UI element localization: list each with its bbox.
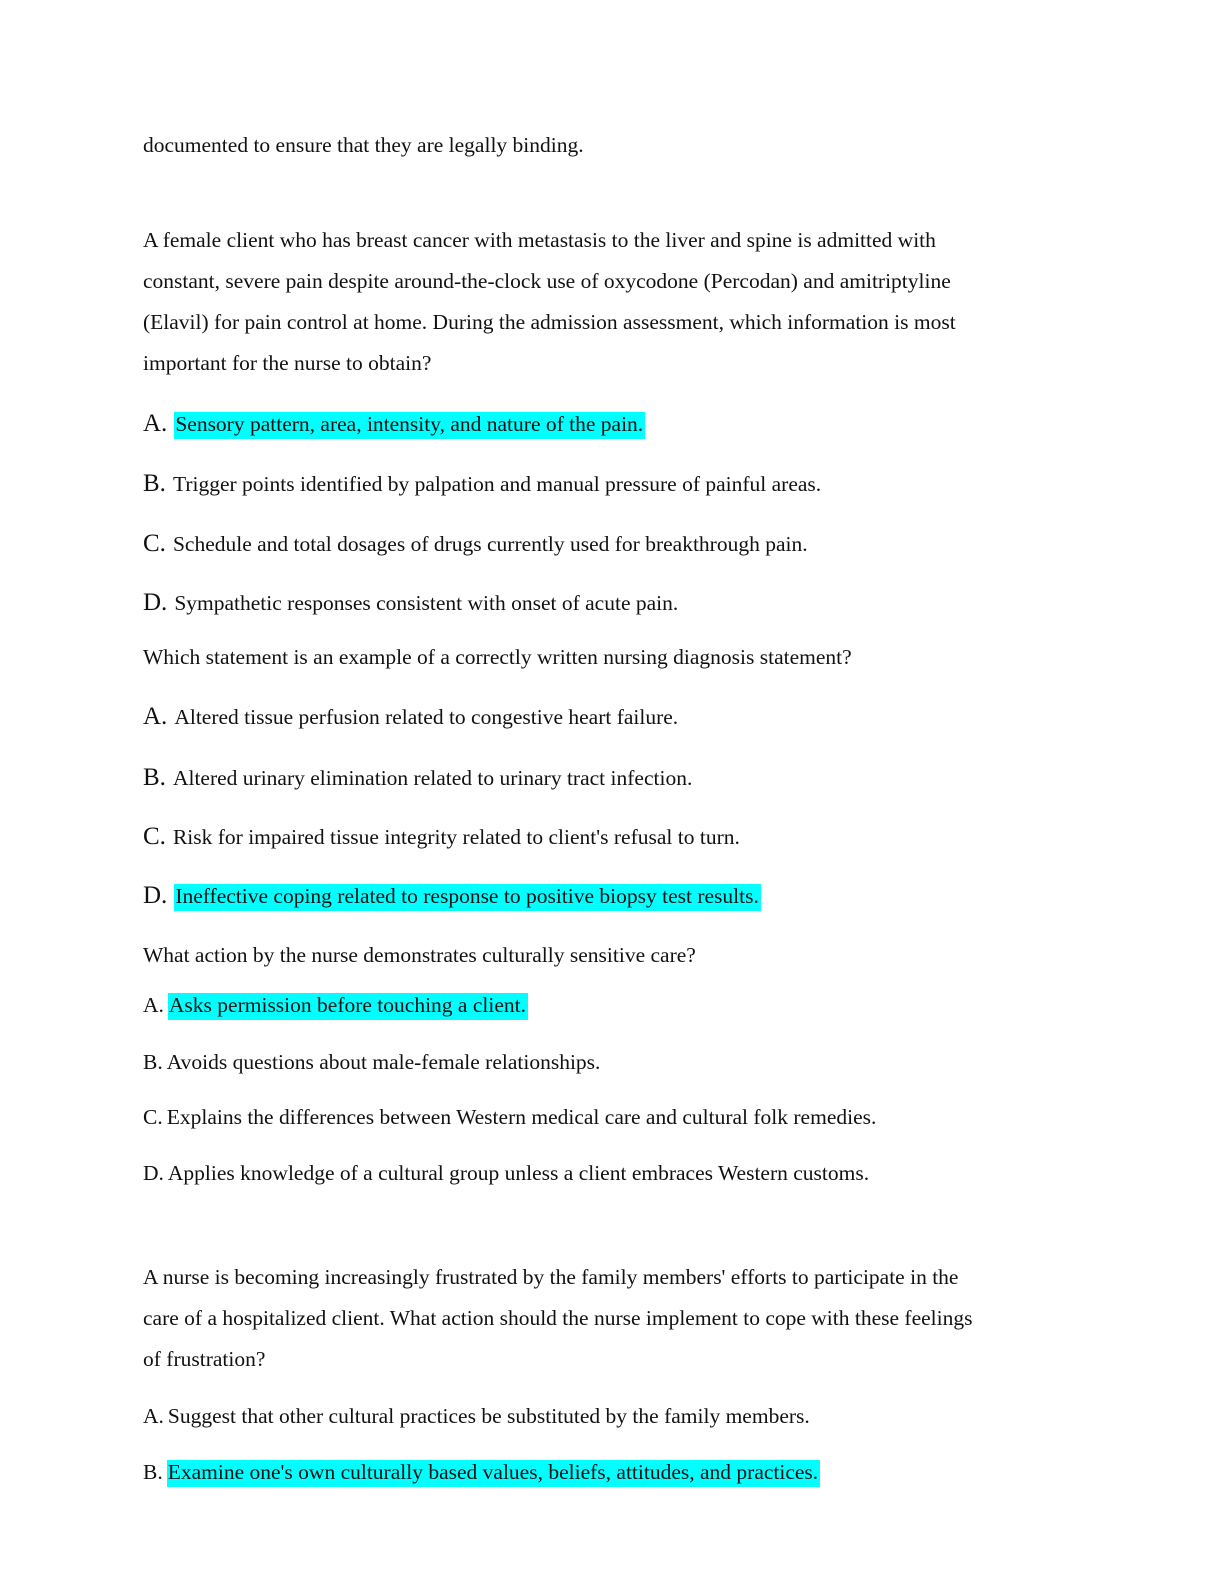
option-a — [143, 995, 528, 1017]
option-a — [143, 1406, 810, 1428]
option-letter: D. — [143, 589, 168, 616]
option-letter: B. — [143, 1050, 163, 1074]
option-letter: C. — [143, 530, 166, 557]
option-c — [143, 531, 808, 556]
option-d — [143, 883, 761, 908]
option-letter: A. — [143, 1404, 164, 1428]
option-text: Sympathetic responses consistent with onset of acute pain. — [174, 591, 679, 615]
intro-fragment: documented to ensure that they are legally binding. — [143, 133, 584, 157]
option-letter: B. — [143, 470, 166, 497]
option-text-highlighted: Ineffective coping related to response to positive biopsy test results. — [174, 884, 761, 911]
option-b — [143, 765, 692, 790]
option-b — [143, 1462, 820, 1484]
option-text-highlighted: Sensory pattern, area, intensity, and nature of the pain. — [174, 412, 645, 439]
option-c — [143, 1107, 876, 1129]
option-letter: C. — [143, 823, 166, 850]
question-stem-line: A nurse is becoming increasingly frustrated by the family members' efforts to participate in the — [143, 1265, 959, 1289]
question-stem-line: A female client who has breast cancer with metastasis to the liver and spine is admitted with — [143, 228, 936, 252]
option-text: Applies knowledge of a cultural group unless a client embraces Western customs. — [167, 1161, 870, 1185]
question-stem-line: important for the nurse to obtain? — [143, 351, 432, 375]
option-letter: C. — [143, 1105, 163, 1129]
option-b — [143, 471, 821, 496]
question-stem-line: (Elavil) for pain control at home. During the admission assessment, which information is most — [143, 310, 956, 334]
option-text-highlighted: Examine one's own culturally based values, beliefs, attitudes, and practices. — [167, 1460, 820, 1487]
option-a — [143, 704, 678, 729]
option-letter: A. — [143, 410, 168, 437]
option-text: Altered tissue perfusion related to congestive heart failure. — [174, 705, 679, 729]
question-stem-line: What action by the nurse demonstrates culturally sensitive care? — [143, 943, 696, 967]
question-stem-line: constant, severe pain despite around-the-clock use of oxycodone (Percodan) and amitriptyline — [143, 269, 951, 293]
option-c — [143, 824, 740, 849]
option-text: Altered urinary elimination related to urinary tract infection. — [172, 766, 693, 790]
option-text: Avoids questions about male-female relationships. — [166, 1050, 601, 1074]
option-b — [143, 1052, 600, 1074]
option-letter: A. — [143, 993, 164, 1017]
question-stem-line: Which statement is an example of a correctly written nursing diagnosis statement? — [143, 645, 852, 669]
option-text: Explains the differences between Western medical care and cultural folk remedies. — [166, 1105, 877, 1129]
option-d — [143, 1163, 869, 1185]
option-d — [143, 590, 678, 615]
option-letter: D. — [143, 882, 168, 909]
option-letter: A. — [143, 703, 168, 730]
option-text: Risk for impaired tissue integrity related to client's refusal to turn. — [172, 825, 740, 849]
option-text: Suggest that other cultural practices be substituted by the family members. — [167, 1404, 810, 1428]
option-letter: B. — [143, 1460, 163, 1484]
option-letter: B. — [143, 764, 166, 791]
option-text-highlighted: Asks permission before touching a client. — [168, 993, 528, 1020]
option-text: Schedule and total dosages of drugs currently used for breakthrough pain. — [172, 532, 808, 556]
question-stem-line: of frustration? — [143, 1347, 266, 1371]
option-letter: D. — [143, 1161, 164, 1185]
option-a — [143, 411, 645, 436]
question-stem-line: care of a hospitalized client. What action should the nurse implement to cope with these feelings — [143, 1306, 973, 1330]
option-text: Trigger points identified by palpation and manual pressure of painful areas. — [172, 472, 822, 496]
